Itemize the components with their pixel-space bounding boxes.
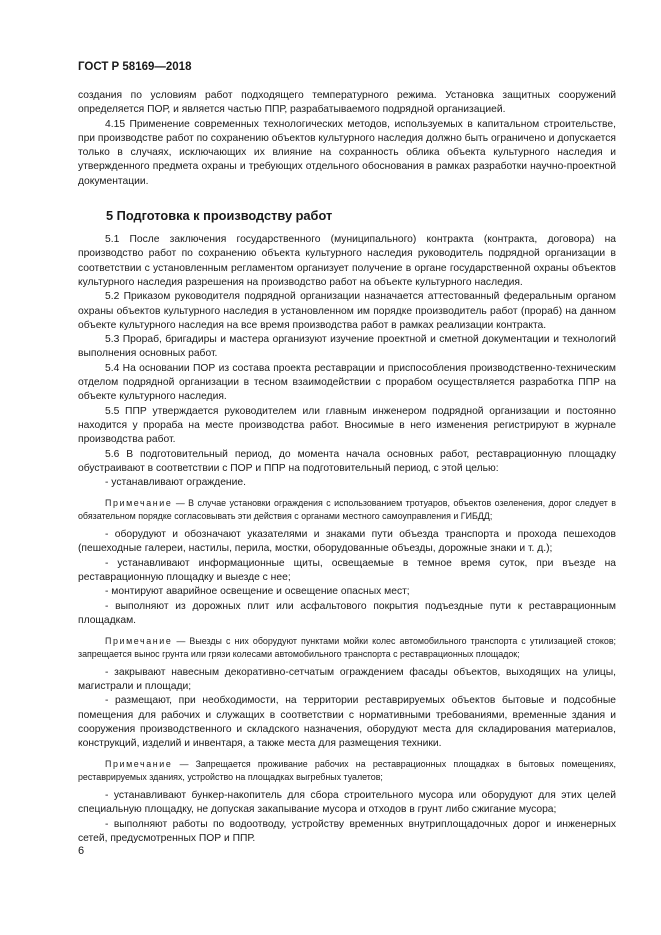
note-text: — Выезды с них оборудуют пунктами мойки колес автомобильного транспорта с утилизацией стоков; запрещается вынос грунта или грязи колесами автомобильного транспорта с реставрационных площадок; [78,636,616,659]
note-text: — Запрещается проживание рабочих на реставрационных площадках в бытовых помещениях, реставрируемых зданиях, устройство на площадках выгребных туалетов; [78,759,616,783]
document-header: ГОСТ Р 58169—2018 [78,61,192,73]
list-item: - устанавливают информационные щиты, освещаемые в темное время суток, при въезде на реставрационную площадку и выезде с нее; [78,557,616,583]
note-label: Примечание [105,759,173,770]
paragraph-5-3: 5.3 Прораб, бригадиры и мастера организуют изучение проектной и сметной документации и технологий выполнения основных работ. [78,334,616,360]
list-item: - устанавливают бункер-накопитель для сбора строительного мусора или оборудуют для этих целей специальную площадку, не допуская закапывание мусора и отходов в грунт либо сжигание мусора; [78,790,616,816]
note-1 [78,497,616,523]
document-body [78,89,616,846]
note-2 [78,635,616,661]
paragraph-5-6: 5.6 В подготовительный период, до момента начала основных работ, реставрационную площадку обустраивают в соответствии с ПОР и ППР на подготовительный период, с этой целью: [78,448,616,474]
list-item: - устанавливают ограждение. [105,477,246,489]
paragraph-4-15: 4.15 Применение современных технологических методов, используемых в капитальном строительстве, при производстве работ по сохранению объектов культурного наследия должно быть ограничено и допускается только в случаях, исключающих их влияние на сохранность облика объекта культурного наследия и утвержденного предмета охраны и требующих отдельного обоснования в рамках разработки научно-проектной документации. [78,118,616,187]
list-item: - монтируют аварийное освещение и освещение опасных мест; [105,586,410,598]
paragraph-5-5: 5.5 ППР утверждается руководителем или главным инженером подрядной организации и постоянно находится у прораба на месте производства работ. Вносимые в него изменения регистрируют в журнале производства работ. [78,405,616,446]
note-label: Примечание [105,498,173,509]
list-item: - закрывают навесным декоративно-сетчатым ограждением фасады объектов, выходящих на улицы, магистрали и площади; [78,666,616,692]
section-heading: 5 Подготовка к производству работ [106,208,333,224]
page-number: 6 [78,845,85,857]
paragraph-5-2: 5.2 Приказом руководителя подрядной организации назначается аттестованный федеральным органом охраны объектов культурного наследия в установленном им порядке производитель работ (прораб) на данном объекте культурного наследия на все время производства работ в рамках реализации контракта. [78,291,616,331]
paragraph-5-4: 5.4 На основании ПОР из состава проекта реставрации и приспособления производственно-техническим отделом подрядной организации в тесном взаимодействии с прорабом осуществляется разработка ППР на объекте культурного наследия. [78,362,616,403]
list-item: - выполняют из дорожных плит или асфальтового покрытия подъездные пути к реставрационным площадкам. [78,600,616,626]
paragraph-5-1: 5.1 После заключения государственного (муниципального) контракта (контракта, договора) на производство работ по сохранению объекта культурного наследия руководитель подрядной организации в соответствии с установленным регламентом организует получение в органе государственной охраны объектов культурного наследия разрешения на производство работ на объекте культурного наследия. [78,234,616,288]
list-item: - выполняют работы по водоотводу, устройству временных внутриплощадочных дорог и инженерных сетей, предусмотренных ПОР и ППР. [78,818,616,844]
note-3 [78,758,616,784]
note-label: Примечание [105,636,173,647]
paragraph-continuation: создания по условиям работ подходящего температурного режима. Установка защитных сооружений определяется ПОР, и является частью ППР, разрабатываемого подрядной организацией. [78,90,616,116]
list-item: - оборудуют и обозначают указателями и знаками пути объезда транспорта и прохода пешеходов (пешеходные галереи, настилы, перила, мостки, оборудованные объезды, дорожные знаки и т. д.); [78,529,616,555]
list-item: - размещают, при необходимости, на территории реставрируемых объектов бытовые и подсобные помещения для рабочих и служащих в соответствии с нормативными требованиями, временные здания и сооружения производственного и складского назначения, оборудуют места для складирования материалов, конструкций, изделий и инвентаря, а также места для размещения техники. [78,695,616,750]
note-text: — В случае установки ограждения с использованием тротуаров, объектов озеленения, дорог следует в обязательном порядке согласовывать эти действия с органами местного самоуправления и ГИБДД; [78,498,616,522]
